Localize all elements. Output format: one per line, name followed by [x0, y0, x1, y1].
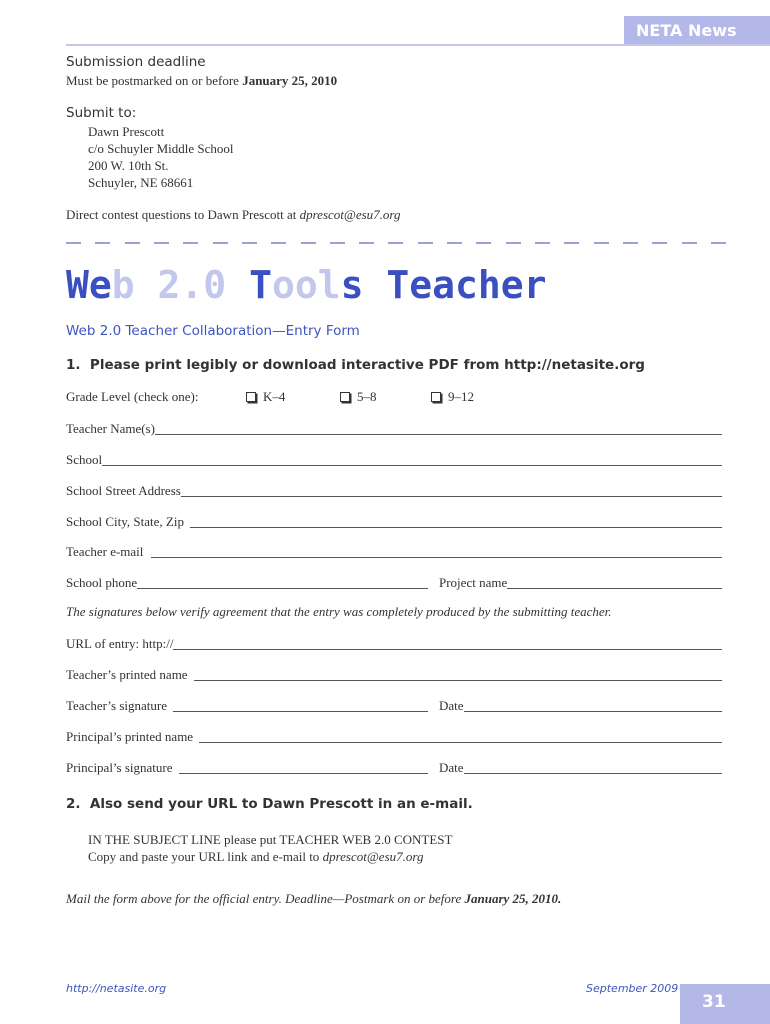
signature-verify-note: The signatures below verify agreement that the entry was completely produced by the submitting teacher. [66, 604, 612, 619]
cut-line [66, 236, 726, 248]
fill-line [181, 495, 722, 497]
fill-line [102, 464, 722, 466]
fill-line [173, 648, 722, 650]
address-line: 200 W. 10th St. [88, 158, 169, 173]
subject-line-instruction: IN THE SUBJECT LINE please put TEACHER WEB 2.0 CONTEST [88, 832, 453, 847]
step1-heading: 1. Please print legibly or download interactive PDF from http://netasite.org [66, 357, 645, 373]
fill-line [190, 526, 722, 528]
contact-email: dprescot@esu7.org [322, 849, 424, 864]
principal-date-field[interactable] [439, 758, 722, 776]
field-label: School phone [66, 575, 138, 590]
copy-paste-instruction [88, 849, 423, 865]
title-part: Teacher [386, 263, 547, 307]
address-line: Dawn Prescott [88, 124, 165, 139]
fill-line [173, 710, 428, 712]
contact-line [66, 207, 401, 223]
field-label: School Street Address [66, 483, 181, 498]
url-entry-field[interactable] [66, 634, 722, 652]
grade-k4-checkbox[interactable] [246, 389, 285, 405]
field-label: Teacher e-mail [66, 544, 144, 559]
fill-line [151, 556, 722, 558]
submission-date: January 25, 2010 [242, 73, 338, 88]
address-line: Schuyler, NE 68661 [88, 175, 194, 190]
form-subtitle: Web 2.0 Teacher Collaboration—Entry Form [66, 323, 360, 339]
field-label: Project name [439, 575, 508, 590]
fill-line [137, 587, 428, 589]
title-part: b [111, 263, 135, 307]
grade-level-label: Grade Level (check one): [66, 389, 199, 404]
school-field[interactable] [66, 450, 722, 468]
submission-heading: Submission deadline [66, 54, 206, 70]
field-label: URL of entry: http:// [66, 636, 174, 651]
field-label: Teacher’s printed name [66, 667, 188, 682]
footer-date: September 2009 [586, 982, 679, 995]
mail-note-date: January 25, 2010. [464, 891, 562, 906]
title-part: T [249, 263, 272, 307]
address-line: c/o Schuyler Middle School [88, 141, 234, 156]
footer-url: http://netasite.org [66, 982, 167, 995]
step2-heading: 2. Also send your URL to Dawn Prescott in an e-mail. [66, 796, 473, 812]
field-label: Principal’s printed name [66, 729, 194, 744]
neta-news-badge: NETA News [624, 16, 770, 46]
checkbox-icon [431, 392, 441, 402]
submission-line [66, 73, 337, 89]
mail-form-note [66, 891, 561, 907]
teacher-signature-field[interactable] [66, 696, 428, 714]
title-part: We [66, 263, 112, 307]
copy-paste-text: Copy and paste your URL link and e-mail to [88, 849, 323, 864]
header-rule [66, 44, 770, 46]
teacher-email-field[interactable] [66, 542, 722, 560]
teacher-printed-name-field[interactable] [66, 665, 722, 683]
page-title [66, 256, 547, 314]
grade-option-label: 9–12 [448, 389, 474, 404]
fill-line [194, 679, 722, 681]
field-label: School City, State, Zip [66, 514, 184, 529]
project-name-field[interactable] [439, 573, 722, 591]
grade-9-12-checkbox[interactable] [431, 389, 474, 405]
teacher-date-field[interactable] [439, 696, 722, 714]
title-part: s [340, 263, 364, 307]
fill-line [464, 710, 722, 712]
checkbox-icon [246, 392, 256, 402]
grade-option-label: K–4 [263, 389, 286, 404]
field-label: School [66, 452, 103, 467]
mail-note-text: Mail the form above for the official entry. Deadline—Postmark on or before [66, 891, 465, 906]
contact-text: Direct contest questions to Dawn Prescott at [66, 207, 300, 222]
school-phone-field[interactable] [66, 573, 428, 591]
title-part: 2.0 [157, 263, 227, 307]
title-part [226, 256, 249, 314]
fill-line [199, 741, 722, 743]
teacher-names-field[interactable] [66, 419, 722, 437]
field-label: Teacher’s signature [66, 698, 167, 713]
principal-printed-name-field[interactable] [66, 727, 722, 745]
submit-to-heading: Submit to: [66, 105, 137, 121]
street-address-field[interactable] [66, 481, 722, 499]
contact-email: dprescot@esu7.org [299, 207, 401, 222]
checkbox-icon [340, 392, 350, 402]
title-part: ool [271, 263, 341, 307]
grade-option-label: 5–8 [357, 389, 377, 404]
grade-5-8-checkbox[interactable] [340, 389, 377, 405]
field-label: Date [439, 760, 464, 775]
title-part [364, 256, 387, 314]
mailing-address [88, 123, 234, 191]
city-state-zip-field[interactable] [66, 512, 722, 530]
fill-line [464, 772, 722, 774]
page-number: 31 [680, 984, 770, 1024]
field-label: Teacher Name(s) [66, 421, 155, 436]
field-label: Date [439, 698, 464, 713]
fill-line [507, 587, 722, 589]
submission-line-text: Must be postmarked on or before [66, 73, 243, 88]
title-part [135, 256, 158, 314]
principal-signature-field[interactable] [66, 758, 428, 776]
fill-line [179, 772, 428, 774]
fill-line [155, 433, 722, 435]
field-label: Principal’s signature [66, 760, 173, 775]
